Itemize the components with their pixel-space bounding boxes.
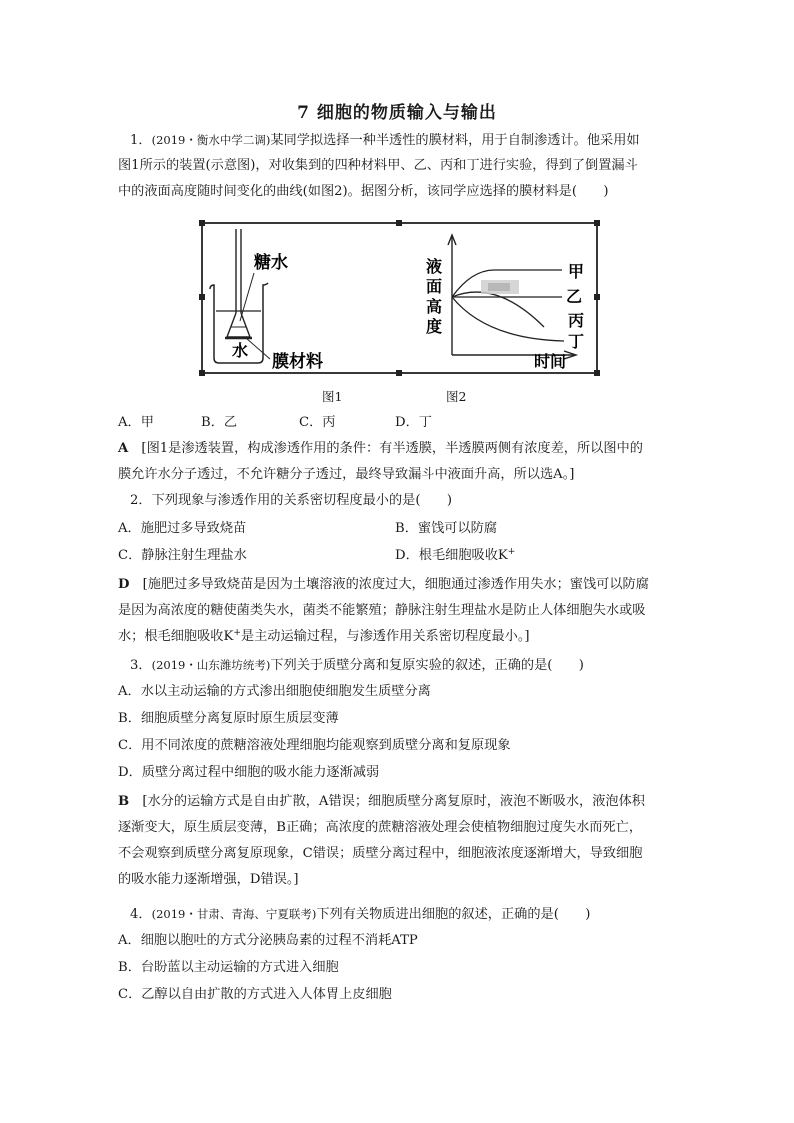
q2-option-b: B．蜜饯可以防腐 — [395, 521, 498, 536]
q1-option-d: D．丁 — [395, 415, 432, 430]
q2-explanation-text: [施肥过多导致烧苗是因为土壤溶液的浓度过大，细胞通过渗透作用失水；蜜饯可以防腐 — [129, 577, 649, 592]
q3-option-c: C．用不同浓度的蔗糖溶液处理细胞均能观察到质壁分离和复原现象 — [118, 738, 511, 753]
q2-option-c: C．静脉注射生理盐水 — [118, 548, 247, 563]
ylabel — [426, 257, 442, 336]
frame-handle — [594, 370, 600, 376]
q1-stem-line-3: 中的液面高度随时间变化的曲线(如图2)。据图分析，该同学应选择的膜材料是( ) — [118, 184, 609, 199]
funnel-cone — [227, 313, 250, 337]
q4-option-a: A．细胞以胞吐的方式分泌胰岛素的过程不消耗ATP — [118, 933, 418, 948]
q3-number: 3． — [130, 658, 152, 673]
figure-caption-2: 图2 — [446, 389, 467, 404]
curve-ding — [452, 297, 564, 341]
frame-handle — [396, 370, 402, 376]
q2-stem: 2．下列现象与渗透作用的关系密切程度最小的是( ) — [130, 493, 452, 508]
q1-source: (2019・衡水中学二调) — [151, 133, 271, 147]
q2-explanation-line-1 — [118, 577, 649, 593]
q2-explanation-line-3 — [118, 629, 530, 645]
figure-frame — [202, 223, 597, 373]
q2-explanation-post: 是主动运输过程，与渗透作用关系密切程度最小。] — [240, 629, 530, 644]
q3-explanation-line-1 — [118, 794, 645, 810]
ylabel-char: 液 — [426, 257, 443, 276]
q3-explanation-text: [水分的运输方式是自由扩散，A错误；细胞质壁分离复原时，液泡不断吸水，液泡体积 — [129, 794, 645, 809]
q1-stem-line-1 — [130, 132, 640, 149]
q1-option-a: A．甲 — [118, 415, 154, 430]
q3-stem-text: 下列关于质壁分离和复原实验的叙述，正确的是( ) — [270, 658, 584, 673]
frame-handle — [199, 294, 205, 300]
q1-explanation-text: [图1是渗透装置，构成渗透作用的条件：有半透膜，半透膜两侧有浓度差，所以图中的 — [128, 441, 643, 456]
curve-label-yi: 乙 — [566, 287, 583, 306]
q1-stem-line-2: 图1所示的装置(示意图)，对收集到的四种材料甲、乙、丙和丁进行实验，得到了倒置漏斗 — [118, 158, 638, 173]
sugar-pointer — [240, 273, 254, 321]
figure-caption-1: 图1 — [322, 389, 343, 404]
q3-answer: B — [118, 794, 130, 809]
q4-source: (2019・甘肃、青海、宁夏联考) — [151, 907, 317, 921]
curve-label-bing: 丙 — [568, 311, 585, 330]
superscript-plus: + — [233, 628, 241, 638]
q3-explanation-line-3: 不会观察到质壁分离复原现象，C错误；质壁分离过程中，细胞液浓度逐渐增大，导致细胞 — [118, 846, 643, 861]
q3-source: (2019・山东潍坊统考) — [151, 658, 271, 672]
q1-explanation-line-2: 膜允许水分子透过，不允许糖分子透过，最终导致漏斗中液面升高，所以选A。] — [118, 467, 575, 482]
q4-stem — [130, 906, 590, 923]
q3-explanation-line-4: 的吸水能力逐渐增强，D错误。] — [118, 872, 299, 887]
page-title: 7 细胞的物质输入与输出 — [297, 103, 497, 123]
frame-handle — [594, 294, 600, 300]
q1-option-c: C．丙 — [299, 415, 336, 430]
q4-option-b: B．台盼蓝以主动运输的方式进入细胞 — [118, 960, 339, 975]
ylabel-char: 面 — [426, 277, 443, 296]
frame-handle — [199, 220, 205, 226]
q1-stem-text: 某同学拟选择一种半透性的膜材料，用于自制渗透计。他采用如 — [270, 133, 640, 148]
frame-handle — [199, 370, 205, 376]
ylabel-char: 高 — [426, 297, 443, 316]
height-time-graph — [426, 235, 584, 371]
q3-stem — [130, 657, 584, 674]
ylabel-char: 度 — [426, 317, 443, 336]
q1-number: 1． — [130, 133, 152, 148]
q2-option-d-text: D．根毛细胞吸收K — [395, 548, 508, 563]
q1-option-b: B．乙 — [201, 415, 238, 430]
q4-option-c: C．乙醇以自由扩散的方式进入人体胃上皮细胞 — [118, 987, 392, 1002]
q3-option-a: A．水以主动运输的方式渗出细胞使细胞发生质壁分离 — [118, 684, 431, 699]
q1-explanation-line-1 — [118, 441, 643, 457]
q2-explanation-line-2: 是因为高浓度的糖使菌类失水，菌类不能繁殖；静脉注射生理盐水是防止人体细胞失水或吸 — [118, 603, 646, 618]
superscript-plus: + — [507, 547, 516, 557]
q2-option-d — [395, 548, 515, 564]
q3-option-b: B．细胞质壁分离复原时原生质层变薄 — [118, 711, 339, 726]
q2-explanation-pre: 水；根毛细胞吸收K — [118, 629, 234, 644]
curve-label-ding: 丁 — [568, 332, 585, 351]
frame-handle — [396, 220, 402, 226]
label-water: 水 — [232, 341, 249, 360]
q1-answer: A — [118, 441, 129, 456]
q2-answer: D — [118, 577, 130, 592]
q4-stem-text: 下列有关物质进出细胞的叙述，正确的是( ) — [316, 907, 591, 922]
label-membrane: 膜材料 — [272, 352, 323, 372]
membrane-pointer — [246, 338, 270, 359]
frame-handle — [594, 220, 600, 226]
xlabel: 时间 — [534, 352, 567, 371]
q3-option-d: D．质壁分离过程中细胞的吸水能力逐渐减弱 — [118, 765, 380, 780]
q3-explanation-line-2: 逐渐变大，原生质层变薄，B正确；高浓度的蔗糖溶液处理会使植物细胞过度失水而死亡， — [118, 820, 642, 835]
q4-number: 4． — [130, 907, 152, 922]
smudge-mark — [488, 283, 510, 291]
q1-figure — [196, 217, 600, 377]
q2-option-a: A．施肥过多导致烧苗 — [118, 521, 247, 536]
label-sugar-water: 糖水 — [254, 253, 288, 273]
osmosis-apparatus — [210, 229, 323, 372]
curve-label-jia: 甲 — [568, 262, 585, 281]
